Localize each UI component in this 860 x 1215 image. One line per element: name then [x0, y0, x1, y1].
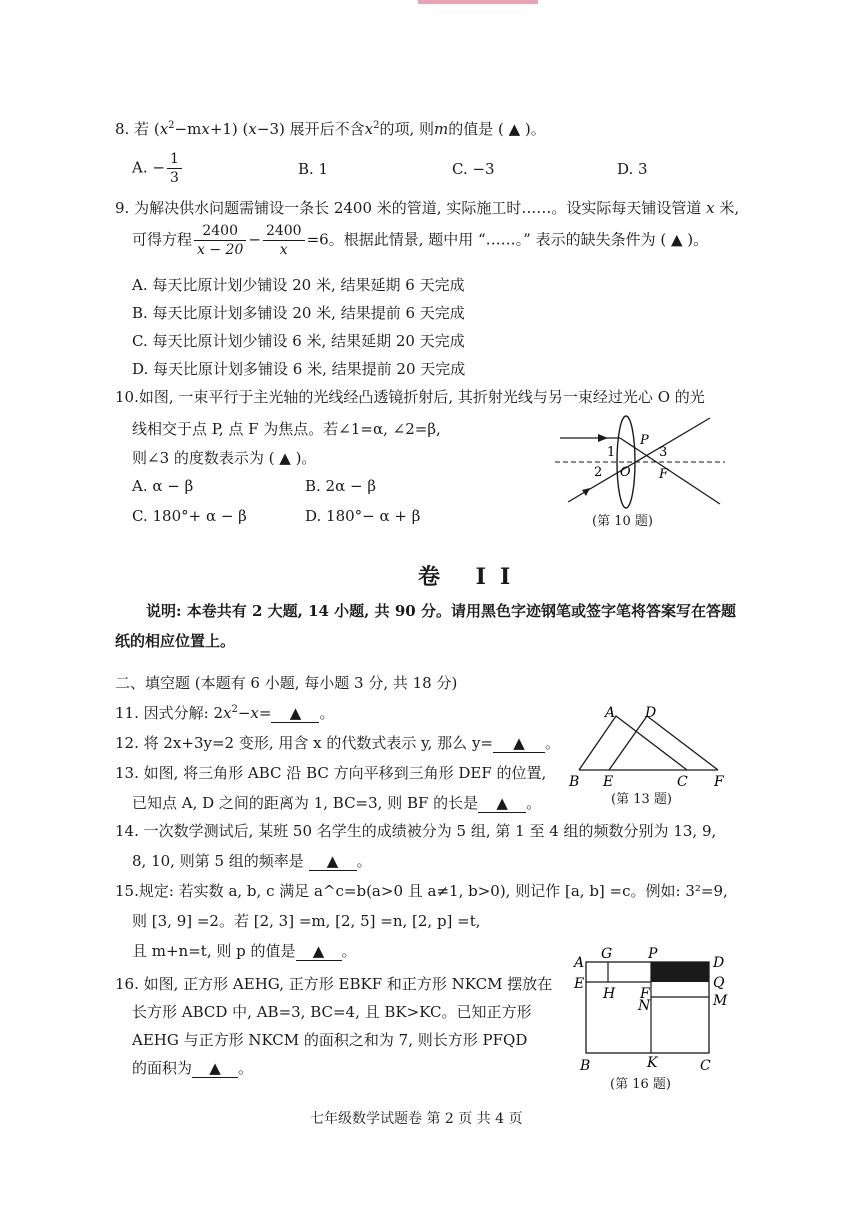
triangle-abc	[579, 716, 687, 770]
question-16-line-3: AEHG 与正方形 NKCM 的面积之和为 7, 则长方形 PFQD	[132, 1031, 528, 1049]
question-16-line-2: 长方形 ABCD 中, AB=3, BC=4, 且 BK>KC。已知正方形	[132, 1003, 532, 1021]
answer-blank: ▲	[271, 704, 319, 723]
question-15-line-3: 且 m+n=t, 则 p 的值是 ▲ 。	[132, 942, 357, 960]
label-q: Q	[713, 975, 725, 991]
question-8-option-a: A. − $\frac{1}{3}$	[132, 150, 184, 187]
answer-blank: ▲	[296, 942, 342, 961]
label-angle-2: 2	[594, 465, 603, 480]
label-g: G	[601, 946, 613, 962]
question-13-line-1: 13. 如图, 将三角形 ABC 沿 BC 方向平移到三角形 DEF 的位置,	[115, 764, 547, 782]
top-edge-mark	[418, 0, 538, 4]
question-13-line-2: 已知点 A, D 之间的距离为 1, BC=3, 则 BF 的长是 ▲ 。	[132, 794, 542, 812]
figure-13-triangles	[565, 702, 735, 792]
question-16-line-1: 16. 如图, 正方形 AEHG, 正方形 EBKF 和正方形 NKCM 摆放在	[115, 975, 553, 993]
label-b: B	[569, 774, 580, 790]
label-n: N	[638, 998, 651, 1014]
question-12: 12. 将 2x+3y=2 变形, 用含 x 的代数式表示 y, 那么 y= ▲ 。	[115, 734, 561, 752]
label-k: K	[647, 1055, 658, 1071]
question-9-line-2: 可得方程 $\frac{2400}{x - 20}$ − $\frac{2400}{x}$ =6。根据此情景, 题中用 “……。” 表示的缺失条件为 ( ▲ )。	[132, 223, 709, 258]
ray-arrow-icon	[598, 434, 608, 442]
question-11: 11. 因式分解: $2x^2-x=$ ▲ 。	[115, 704, 335, 722]
question-10-option-d: D. 180°− α + β	[305, 507, 421, 525]
ray-arrow-icon-2	[582, 488, 590, 496]
label-m: M	[713, 993, 728, 1009]
figure-16-rectangle	[570, 944, 730, 1074]
question-10-option-c: C. 180°+ α − β	[132, 507, 247, 525]
question-10-line-2: 线相交于点 P, 点 F 为焦点。若∠1=α, ∠2=β,	[132, 420, 441, 438]
section-note-line-1: 说明: 本卷共有 2 大题, 14 小题, 共 90 分。请用黑色字迹钢笔或签字笔将答案写在答题	[146, 602, 736, 620]
label-a: A	[574, 955, 585, 971]
question-10-option-b: B. 2α − β	[305, 477, 377, 495]
question-10-line-3: 则∠3 的度数表示为 ( ▲ )。	[132, 449, 317, 467]
question-15-line-2: 则 [3, 9] =2。若 [2, 3] =m, [2, 5] =n, [2, p] =t,	[132, 912, 481, 930]
question-8-option-c: C. −3	[452, 160, 495, 178]
figure-10-caption: (第 10 题)	[592, 514, 653, 529]
question-10-line-1: 10.如图, 一束平行于主光轴的光线经凸透镜折射后, 其折射光线与另一束经过光心 O 的光	[115, 388, 705, 406]
section-title: 卷 II	[418, 564, 525, 590]
label-d: D	[645, 705, 657, 721]
question-9-option-d: D. 每天比原计划多铺设 6 米, 结果提前 20 天完成	[132, 360, 466, 378]
label-f: F	[714, 774, 724, 790]
question-14-line-1: 14. 一次数学测试后, 某班 50 名学生的成绩被分为 5 组, 第 1 至 4 组的频数分别为 13, 9,	[115, 822, 717, 840]
question-9-option-a: A. 每天比原计划少铺设 20 米, 结果延期 6 天完成	[132, 276, 465, 294]
label-point-o: O	[620, 465, 631, 480]
label-p: P	[648, 946, 658, 962]
question-9-option-c: C. 每天比原计划少铺设 6 米, 结果延期 20 天完成	[132, 332, 465, 350]
label-d: D	[713, 955, 725, 971]
question-14-line-2: 8, 10, 则第 5 组的频率是 ▲ 。	[132, 852, 372, 870]
shaded-rectangle-pfqd	[651, 962, 709, 982]
question-15-line-1: 15.规定: 若实数 a, b, c 满足 a^c=b(a>0 且 a≠1, b>0), 则记作 [a, b] =c。例如: 3²=9,	[115, 882, 728, 900]
answer-blank: ▲	[309, 852, 357, 871]
question-10-option-a: A. α − β	[132, 477, 194, 495]
label-angle-1: 1	[607, 445, 616, 460]
label-b: B	[580, 1058, 591, 1074]
label-h: H	[603, 986, 616, 1002]
label-c: C	[677, 774, 688, 790]
figure-16-caption: (第 16 题)	[610, 1077, 671, 1092]
label-point-f: F	[659, 467, 669, 482]
question-8-stem: 8. 若 $(x^2-mx+1)$ (x−3) 展开后不含$x^2$的项, 则m的值是 ( ▲ )。	[115, 120, 546, 138]
label-e: E	[574, 976, 585, 992]
label-c: C	[700, 1058, 711, 1074]
question-16-line-4: 的面积为 ▲ 。	[132, 1059, 254, 1077]
question-9-option-b: B. 每天比原计划多铺设 20 米, 结果提前 6 天完成	[132, 304, 465, 322]
part-title: 二、填空题 (本题有 6 小题, 每小题 3 分, 共 18 分)	[115, 674, 458, 692]
answer-blank: ▲	[192, 1059, 238, 1078]
label-point-p: P	[640, 433, 649, 448]
label-a: A	[605, 705, 616, 721]
question-8-option-b: B. 1	[298, 160, 329, 178]
label-e: E	[603, 774, 614, 790]
figure-13-caption: (第 13 题)	[611, 792, 672, 807]
label-angle-3: 3	[659, 445, 668, 460]
triangle-def	[609, 716, 718, 770]
page-footer: 七年级数学试题卷 第 2 页 共 4 页	[310, 1111, 523, 1127]
question-8-option-d: D. 3	[617, 160, 648, 178]
section-note-line-2: 纸的相应位置上。	[115, 632, 236, 650]
answer-blank: ▲	[478, 794, 526, 813]
answer-blank: ▲	[493, 734, 545, 753]
question-9-line-1: 9. 为解决供水问题需铺设一条长 2400 米的管道, 实际施工时……。设实际每天铺设管道 x 米,	[115, 199, 740, 217]
label-f: F	[640, 986, 650, 1002]
